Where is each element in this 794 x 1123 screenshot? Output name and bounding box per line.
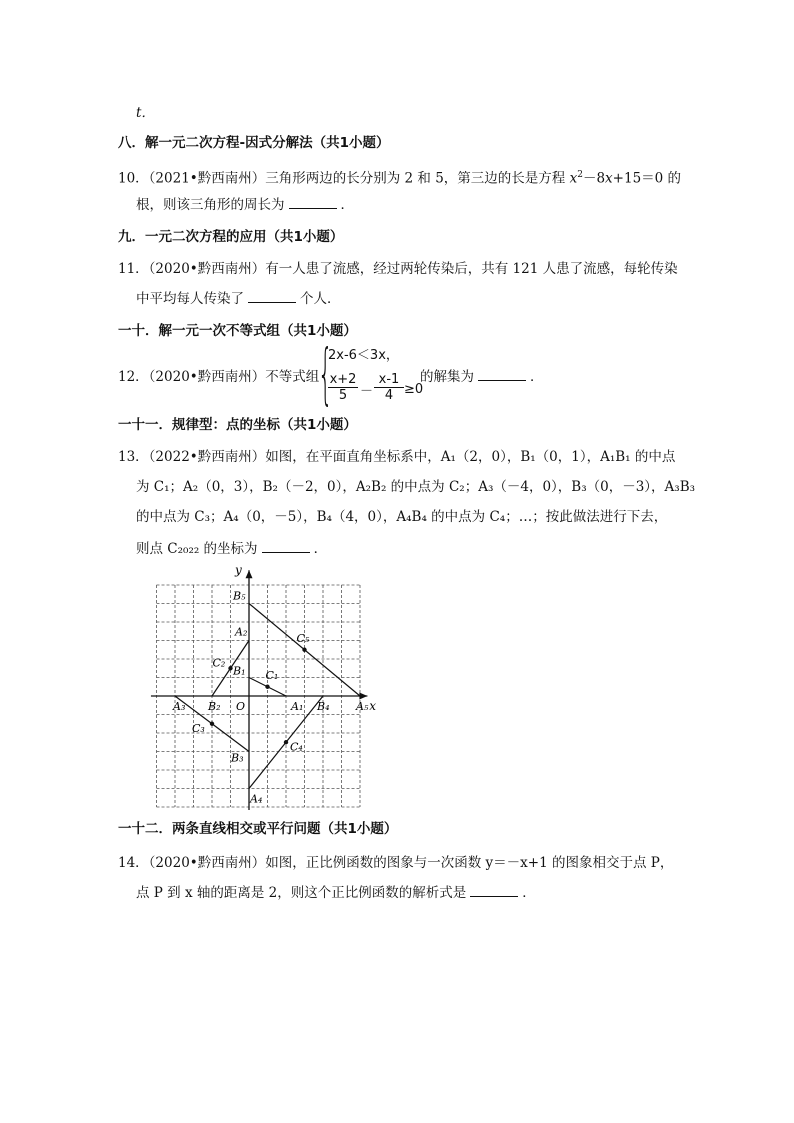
y-axis-label: y [235, 565, 242, 577]
point-label: B₃ [231, 751, 244, 765]
brace-symbol: { [318, 335, 333, 412]
fraction-2: $\frac{x-1}{4}$ [374, 372, 404, 403]
q13-line1: 13．（2022•黔西南州）如图，在平面直角坐标系中，A₁（2，0），B₁（0，1），A₁B₁ 的中点 [118, 449, 676, 465]
point-dot [228, 666, 232, 670]
q14-line2: 点 P 到 x 轴的距离是 2，则这个正比例函数的解析式是 ． [136, 885, 536, 901]
x-axis-label: x [369, 699, 377, 713]
answer-blank[interactable] [289, 196, 337, 209]
geq-zero: ≥0 [404, 382, 424, 397]
point-dot [210, 722, 214, 726]
section-12-title: 一十二．两条直线相交或平行问题（共1小题） [118, 821, 398, 837]
fraction-1: $\frac{x+2}{5}$ [329, 372, 357, 403]
point-label: B₁ [233, 664, 246, 678]
answer-blank[interactable] [262, 540, 310, 553]
origin-label: O [236, 700, 246, 713]
point-label: A₃ [173, 700, 186, 713]
q11-line2: 中平均每人传染了 个人． [136, 291, 341, 307]
point-label: C₃ [192, 721, 205, 735]
q13-line4: 则点 C₂₀₂₂ 的坐标为 ． [136, 541, 328, 557]
axes [151, 565, 376, 810]
inequality-system [318, 335, 424, 412]
point-dot [284, 740, 288, 744]
point-label: A₁ [291, 700, 304, 713]
section-8-title: 八．解一元二次方程-因式分解法（共1小题） [118, 135, 390, 151]
section-11-title: 一十一．规律型：点的坐标（共1小题） [118, 417, 357, 433]
y-axis-arrow [246, 570, 253, 578]
point-label: C₄ [290, 740, 303, 754]
coordinate-figure [150, 565, 380, 810]
q14-line1: 14．（2020•黔西南州）如图，正比例函数的图象与一次函数 y＝－x+1 的图象相交于点 P， [118, 855, 674, 871]
answer-blank[interactable] [478, 368, 526, 381]
point-dot [302, 648, 306, 652]
point-label: A₄ [250, 792, 263, 806]
point-dot [265, 685, 269, 689]
x-axis-arrow [359, 693, 367, 700]
answer-blank[interactable] [248, 290, 296, 303]
q10-line1: 10．（2021•黔西南州）三角形两边的长分别为 2 和 5，第三边的长是方程 $x^2-8x+15=0$ 的 [118, 170, 682, 187]
point-label: C₂ [212, 656, 226, 670]
inequality-1: 2x-6＜3x， [328, 348, 399, 363]
point-label: B₄ [317, 700, 330, 713]
point-label: B₅ [233, 589, 246, 603]
point-label: A₅ [356, 700, 369, 713]
q12-suffix: 的解集为 ． [420, 369, 544, 385]
point-label: B₂ [208, 700, 221, 713]
q10-line2: 根，则该三角形的周长为 ． [136, 197, 354, 213]
minus-sign: － [360, 384, 374, 399]
q13-line3: 的中点为 C₃；A₄（0，－5），B₄（4，0），A₄B₄ 的中点为 C₄；…；按此做法进行下去， [136, 509, 668, 525]
section-9-title: 九．一元二次方程的应用（共1小题） [118, 229, 344, 245]
point-label: A₂ [235, 625, 248, 639]
answer-blank[interactable] [470, 884, 518, 897]
point-label: C₁ [265, 668, 279, 682]
top-fragment: t． [136, 105, 155, 121]
q11-line1: 11．（2020•黔西南州）有一人患了流感，经过两轮传染后，共有 121 人患了流感，每轮传染 [118, 261, 678, 277]
q12-prefix: 12．（2020•黔西南州）不等式组 [118, 369, 320, 385]
q13-line2: 为 C₁；A₂（0，3），B₂（－2，0），A₂B₂ 的中点为 C₂；A₃（－4，0），B₃（0，－3），A₃B₃ [136, 479, 696, 495]
section-10-title: 一十．解一元一次不等式组（共1小题） [118, 323, 357, 339]
point-label: C₅ [296, 631, 310, 645]
